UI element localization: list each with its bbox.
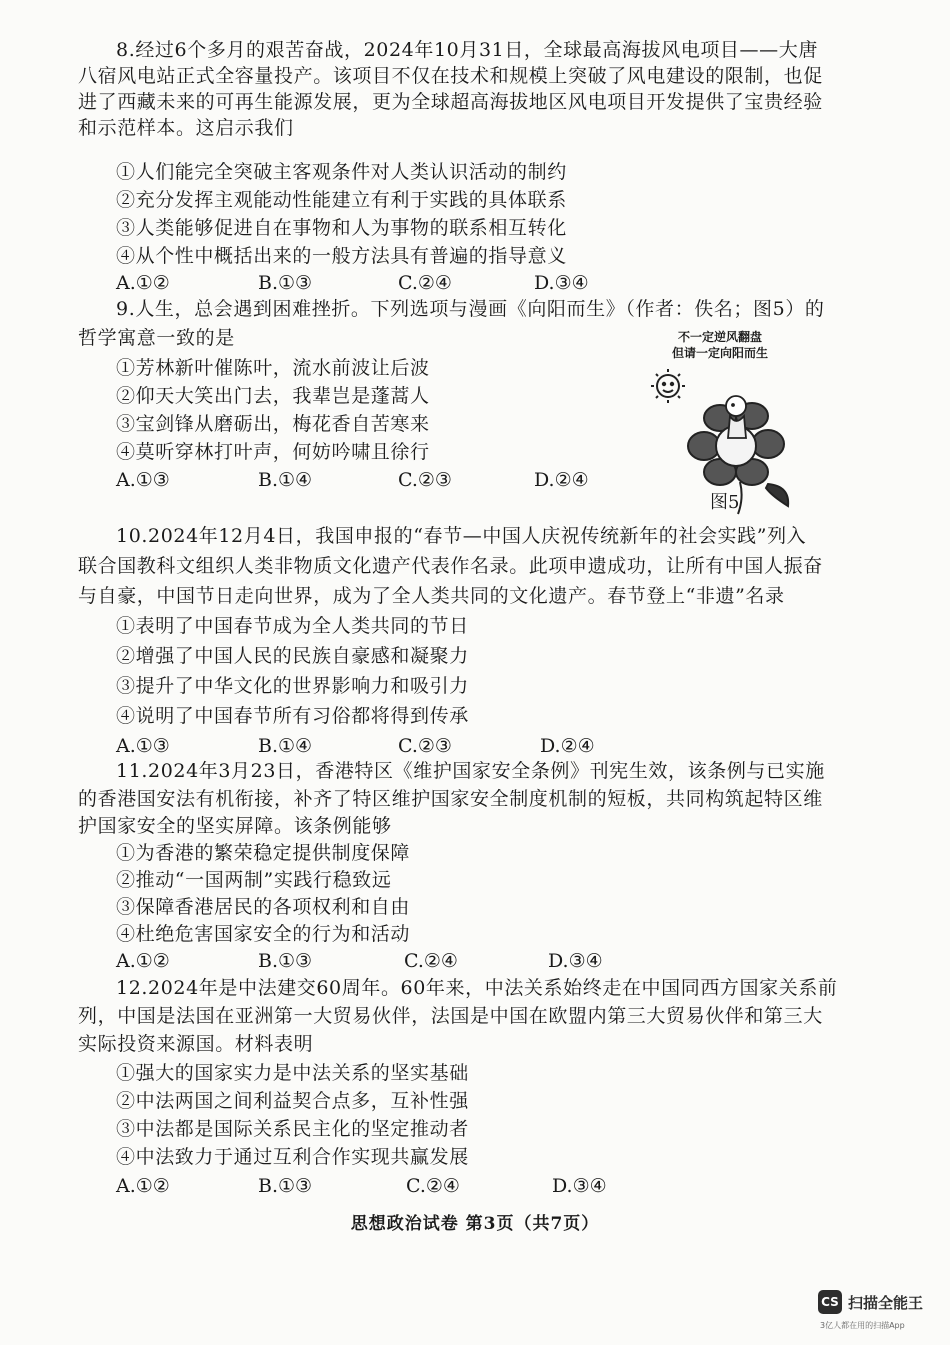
q11-stem-line-3: 护国家安全的坚实屏障。该条例能够 [78,815,392,837]
q10-choice-c: C.②③ [398,735,452,757]
q10-choice-a: A.①③ [116,735,170,757]
q11-option-1: ①为香港的繁荣稳定提供制度保障 [116,842,411,864]
scanner-logo-icon: CS [818,1290,842,1314]
q8-option-2: ②充分发挥主观能动性能建立有利于实践的具体联系 [116,189,567,211]
q12-choice-c: C.②④ [406,1175,460,1197]
figure-5-caption: 图5 [710,492,740,513]
q12-choice-b: B.①③ [258,1175,313,1197]
q9-option-4: ④莫听穿林打叶声，何妨吟啸且徐行 [116,441,430,463]
q10-choice-b: B.①④ [258,735,313,757]
q8-option-3: ③人类能够促进自在事物和人为事物的联系相互转化 [116,217,567,239]
q12-option-1: ①强大的国家实力是中法关系的坚实基础 [116,1062,469,1084]
q9-stem-line-1: 9.人生，总会遇到困难挫折。下列选项与漫画《向阳而生》（作者：佚名；图5）的 [116,298,825,320]
q11-option-3: ③保障香港居民的各项权利和自由 [116,896,411,918]
q9-stem-line-2: 哲学寓意一致的是 [78,327,235,349]
q12-option-2: ②中法两国之间利益契合点多，互补性强 [116,1090,469,1112]
q11-choice-a: A.①② [116,950,170,972]
q8-stem-line-2: 八宿风电站正式全容量投产。该项目不仅在技术和规模上突破了风电建设的限制，也促 [78,65,823,87]
q8-choice-d: D.③④ [534,272,589,294]
q8-choice-c: C.②④ [398,272,452,294]
q11-option-2: ②推动“一国两制”实践行稳致远 [116,869,392,891]
q11-choice-b: B.①③ [258,950,313,972]
q9-option-3: ③宝剑锋从磨砺出，梅花香自苦寒来 [116,413,430,435]
q9-choice-a: A.①③ [116,469,170,491]
scanner-tagline: 3亿人都在用的扫描App [820,1321,905,1330]
q12-choice-d: D.③④ [552,1175,607,1197]
cartoon-caption-line-2: 但请一定向阳而生 [671,346,768,360]
page-footer: 思想政治试卷 第3页（共7页） [350,1214,600,1234]
q10-option-1: ①表明了中国春节成为全人类共同的节日 [116,615,469,637]
q12-stem-line-2: 列，中国是法国在亚洲第一大贸易伙伴，法国是中国在欧盟内第三大贸易伙伴和第三大 [78,1005,823,1027]
q10-option-2: ②增强了中国人民的民族自豪感和凝聚力 [116,645,469,667]
q11-choice-d: D.③④ [548,950,603,972]
q12-choice-a: A.①② [116,1175,170,1197]
q10-choice-d: D.②④ [540,735,595,757]
scanner-watermark [818,1290,938,1335]
q9-choice-b: B.①④ [258,469,313,491]
q10-stem-line-3: 与自豪，中国节日走向世界，成为了全人类共同的文化遗产。春节登上“非遗”名录 [78,585,785,607]
q12-stem-line-1: 12.2024年是中法建交60周年。60年来，中法关系始终走在中国同西方国家关系前 [116,977,838,999]
q11-option-4: ④杜绝危害国家安全的行为和活动 [116,923,411,945]
q9-choice-c: C.②③ [398,469,452,491]
q11-stem-line-1: 11.2024年3月23日，香港特区《维护国家安全条例》刊宪生效，该条例与已实施 [116,760,825,782]
q9-option-1: ①芳林新叶催陈叶，流水前波让后波 [116,357,430,379]
cartoon-caption-line-1: 不一定逆风翻盘 [677,330,762,344]
q11-stem-line-2: 的香港国安法有机衔接，补齐了特区维护国家安全制度机制的短板，共同构筑起特区维 [78,788,823,810]
q10-stem-line-2: 联合国教科文组织人类非物质文化遗产代表作名录。此项申遗成功，让所有中国人振奋 [78,555,823,577]
q8-stem-line-1: 8.经过6个多月的艰苦奋战，2024年10月31日，全球最高海拔风电项目——大唐 [116,39,818,61]
sun-icon [651,369,685,403]
q12-stem-line-3: 实际投资来源国。材料表明 [78,1033,314,1055]
q8-option-4: ④从个性中概括出来的一般方法具有普遍的指导意义 [116,245,567,267]
q12-option-3: ③中法都是国际关系民主化的坚定推动者 [116,1118,469,1140]
scanner-app-name: 扫描全能王 [848,1294,924,1312]
q10-option-4: ④说明了中国春节所有习俗都将得到传承 [116,705,469,727]
q12-option-4: ④中法致力于通过互利合作实现共赢发展 [116,1146,469,1168]
q8-option-1: ①人们能完全突破主客观条件对人类认识活动的制约 [116,161,567,183]
q9-option-2: ②仰天大笑出门去，我辈岂是蓬蒿人 [116,385,430,407]
q9-choice-d: D.②④ [534,469,589,491]
q8-choice-b: B.①③ [258,272,313,294]
q10-option-3: ③提升了中华文化的世界影响力和吸引力 [116,675,469,697]
q11-choice-c: C.②④ [404,950,458,972]
q10-stem-line-1: 10.2024年12月4日，我国申报的“春节—中国人庆祝传统新年的社会实践”列入 [116,525,807,547]
q8-choice-a: A.①② [116,272,170,294]
q8-stem-line-3: 进了西藏未来的可再生能源发展，更为全球超高海拔地区风电项目开发提供了宝贵经验 [78,91,823,113]
q8-stem-line-4: 和示范样本。这启示我们 [78,117,294,139]
